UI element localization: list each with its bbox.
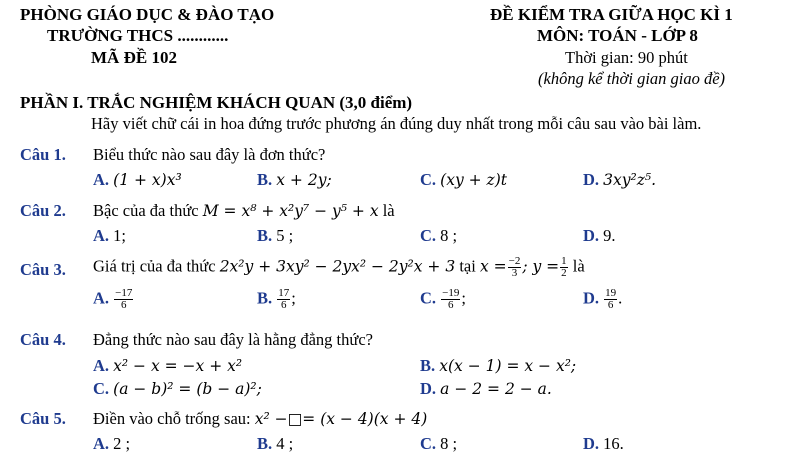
school-name: TRƯỜNG THCS ............ <box>47 26 229 45</box>
q5-option-a[interactable]: A. 2 ; <box>93 434 131 453</box>
part1-instruction: Hãy viết chữ cái in hoa đứng trước phương án đúng duy nhất trong mỗi câu sau vào bài làm. <box>91 114 702 133</box>
x-value-fraction: $\frac{-2}{3}$ <box>508 255 521 279</box>
question-2-label: Câu 2. <box>20 201 66 220</box>
y-value-fraction: $\frac{1}{2}$ <box>561 255 567 279</box>
q5-option-d[interactable]: D. 16. <box>583 434 624 453</box>
question-4-text: Đẳng thức nào sau đây là hằng đẳng thức? <box>93 330 373 349</box>
q4-option-c[interactable]: C. (a − b)² = (b − a)²; <box>93 379 262 398</box>
q2-option-c[interactable]: C. 8 ; <box>420 226 458 245</box>
q1-option-a[interactable]: A. (1 + x)x³ <box>93 170 182 189</box>
q1-option-c[interactable]: C. (xy + z)t <box>420 170 508 189</box>
q2-option-d[interactable]: D. 9. <box>583 226 616 245</box>
question-2-text: Bậc của đa thức M = x⁸ + x²y⁷ − y⁵ + x là <box>93 201 395 220</box>
question-1-text: Biểu thức nào sau đây là đơn thức? <box>93 145 326 164</box>
q3-option-b[interactable]: B. $\frac{17}{6}$ ; <box>257 287 296 311</box>
q2-option-b[interactable]: B. 5 ; <box>257 226 294 245</box>
q5-option-b[interactable]: B. 4 ; <box>257 434 294 453</box>
q3-option-d[interactable]: D. $\frac{19}{6}$ . <box>583 287 623 311</box>
question-5-formula: x² −□= (x − 4)(x + 4) <box>254 410 428 428</box>
exam-title: ĐỀ KIỂM TRA GIỮA HỌC KÌ 1 <box>490 5 733 24</box>
exam-time: Thời gian: 90 phút <box>565 48 688 67</box>
question-3-text: Giá trị của đa thức 2x²y + 3xy² − 2yx² − 2y²x + 3 tại x = $\frac{-2}{3}$ ; y = $\frac{1}{2}$ là <box>93 255 585 279</box>
question-5-text: Điền vào chỗ trống sau: x² −□= (x − 4)(x + 4) <box>93 409 428 428</box>
question-5-label: Câu 5. <box>20 409 66 428</box>
question-1-label: Câu 1. <box>20 145 66 164</box>
q4-option-d[interactable]: D. a − 2 = 2 − a. <box>420 379 552 398</box>
exam-code: MÃ ĐỀ 102 <box>91 48 177 67</box>
question-3-formula: 2x²y + 3xy² − 2yx² − 2y²x + 3 <box>219 257 456 276</box>
q2-option-a[interactable]: A. 1; <box>93 226 127 245</box>
q3-option-a[interactable]: A. $\frac{-17}{6}$ <box>93 287 133 311</box>
question-2-formula: M = x⁸ + x²y⁷ − y⁵ + x <box>202 202 379 220</box>
q1-option-b[interactable]: B. x + 2y; <box>257 170 332 189</box>
part1-title: PHẦN I. TRẮC NGHIỆM KHÁCH QUAN (3,0 điểm) <box>20 93 413 112</box>
q1-option-d[interactable]: D. 3xy²z⁵. <box>583 170 657 189</box>
q5-option-c[interactable]: C. 8 ; <box>420 434 458 453</box>
q4-option-a[interactable]: A. x² − x = −x + x² <box>93 356 243 375</box>
exam-subject: MÔN: TOÁN - LỚP 8 <box>537 26 698 45</box>
exam-note: (không kể thời gian giao đề) <box>538 69 726 88</box>
q4-option-b[interactable]: B. x(x − 1) = x − x²; <box>420 356 577 375</box>
question-4-label: Câu 4. <box>20 330 66 349</box>
question-3-label: Câu 3. <box>20 260 66 279</box>
department-name: PHÒNG GIÁO DỤC & ĐÀO TẠO <box>20 5 275 24</box>
q3-option-c[interactable]: C. $\frac{-19}{6}$ ; <box>420 287 466 311</box>
